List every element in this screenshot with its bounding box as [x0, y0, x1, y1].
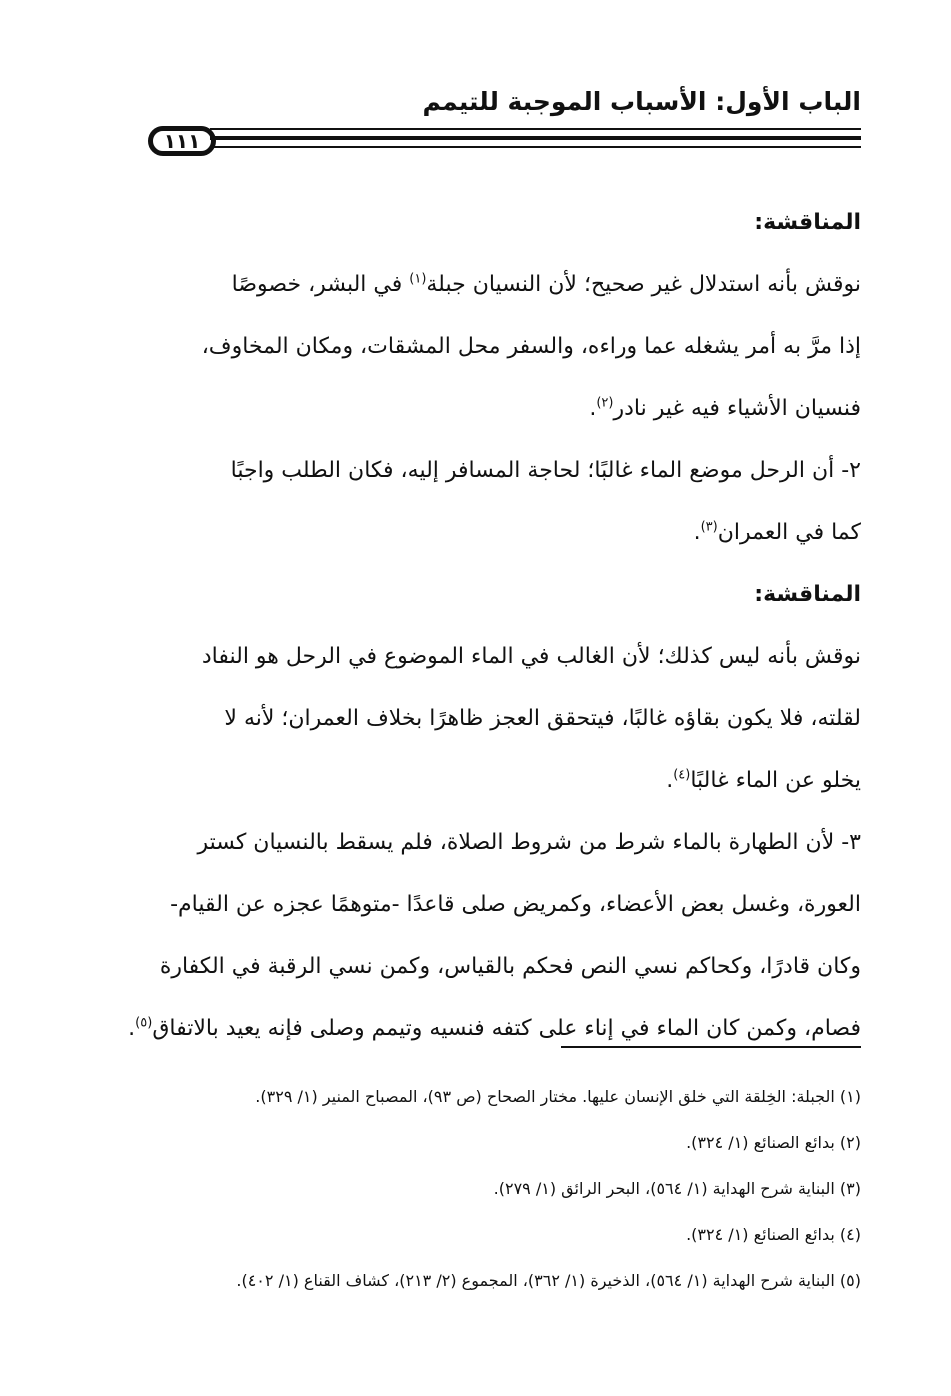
footnote-4: (٤) بدائع الصنائع (١/ ٣٢٤). — [686, 1225, 861, 1244]
text-segment: يخلو عن الماء غالبًا — [690, 768, 861, 793]
paragraph-2-line-1: نوقش بأنه ليس كذلك؛ لأن الغالب في الماء الموضوع في الرحل هو النفاد — [201, 644, 861, 669]
footnote-ref-3: (٣) — [700, 519, 718, 535]
item-3-line-1: ٣- لأن الطهارة بالماء شرط من شروط الصلاة، فلم يسقط بالنسيان كستر — [197, 830, 861, 855]
main-text — [91, 192, 861, 1060]
footnote-1: (١) الجبلة: الخِلقة التي خلق الإنسان عليها. مختار الصحاح (ص ٩٣)، المصباح المنير (١/ ٣٢٩). — [255, 1087, 861, 1106]
paragraph-2-line-3 — [91, 750, 861, 812]
item-3-line-4 — [91, 998, 861, 1060]
text-segment: نوقش بأنه استدلال غير صحيح؛ لأن النسيان جبلة — [426, 272, 861, 297]
item-2-line-2 — [91, 502, 861, 564]
paragraph-1-line-1 — [91, 254, 861, 316]
discussion-heading-2: المناقشة: — [754, 582, 861, 607]
paragraph-2-line-2: لقلته، فلا يكون بقاؤه غالبًا، فيتحقق العجز ظاهرًا بخلاف العمران؛ لأنه لا — [224, 706, 861, 731]
text-segment: . — [666, 768, 674, 793]
footnote-3: (٣) البناية شرح الهداية (١/ ٥٦٤)، البحر الرائق (١/ ٢٧٩). — [493, 1179, 861, 1198]
text-segment: . — [128, 1016, 136, 1041]
text-segment: كما في العمران — [717, 520, 861, 545]
item-3-line-3: وكان قادرًا، وكحاكم نسي النص فحكم بالقياس، وكمن نسي الرقبة في الكفارة — [159, 954, 861, 979]
item-2-line-1: ٢- أن الرحل موضع الماء غالبًا؛ لحاجة المسافر إليه، فكان الطلب واجبًا — [230, 458, 861, 483]
running-head-title: الباب الأول: الأسباب الموجبة للتيمم — [422, 87, 861, 116]
footnote-2: (٢) بدائع الصنائع (١/ ٣٢٤). — [686, 1133, 861, 1152]
text-segment: في البشر، خصوصًا — [231, 272, 410, 297]
text-segment: . — [589, 396, 597, 421]
footnote-ref-5: (٥) — [135, 1015, 153, 1031]
header-rule-middle — [210, 136, 861, 140]
footnote-ref-4: (٤) — [673, 767, 691, 783]
page-number: ١١١ — [148, 126, 216, 156]
text-segment: . — [693, 520, 701, 545]
footnote-separator — [561, 1046, 861, 1048]
text-segment: فصام، وكمن كان الماء في إناء على كتفه فنسيه وتيمم وصلى فإنه يعيد بالاتفاق — [152, 1016, 861, 1041]
footnote-ref-2: (٢) — [596, 395, 614, 411]
footnotes-section — [91, 1074, 861, 1304]
footnote-ref-1: (١) — [409, 271, 427, 287]
header-rule-top — [210, 128, 861, 130]
item-3-line-2: العورة، وغسل بعض الأعضاء، وكمريض صلى قاعدًا -متوهمًا عجزه عن القيام- — [170, 892, 861, 917]
paragraph-1-line-2: إذا مرَّ به أمر يشغله عما وراءه، والسفر محل المشقات، ومكان المخاوف، — [201, 334, 861, 359]
paragraph-1-line-3 — [91, 378, 861, 440]
footnote-5: (٥) البناية شرح الهداية (١/ ٥٦٤)، الذخيرة (١/ ٣٦٢)، المجموع (٢/ ٢١٣)، كشاف القناع (١/ ٤٠٢). — [236, 1271, 861, 1290]
discussion-heading-1: المناقشة: — [754, 210, 861, 235]
text-segment: فنسيان الأشياء فيه غير نادر — [613, 396, 861, 421]
header-rule-bottom — [210, 146, 861, 148]
